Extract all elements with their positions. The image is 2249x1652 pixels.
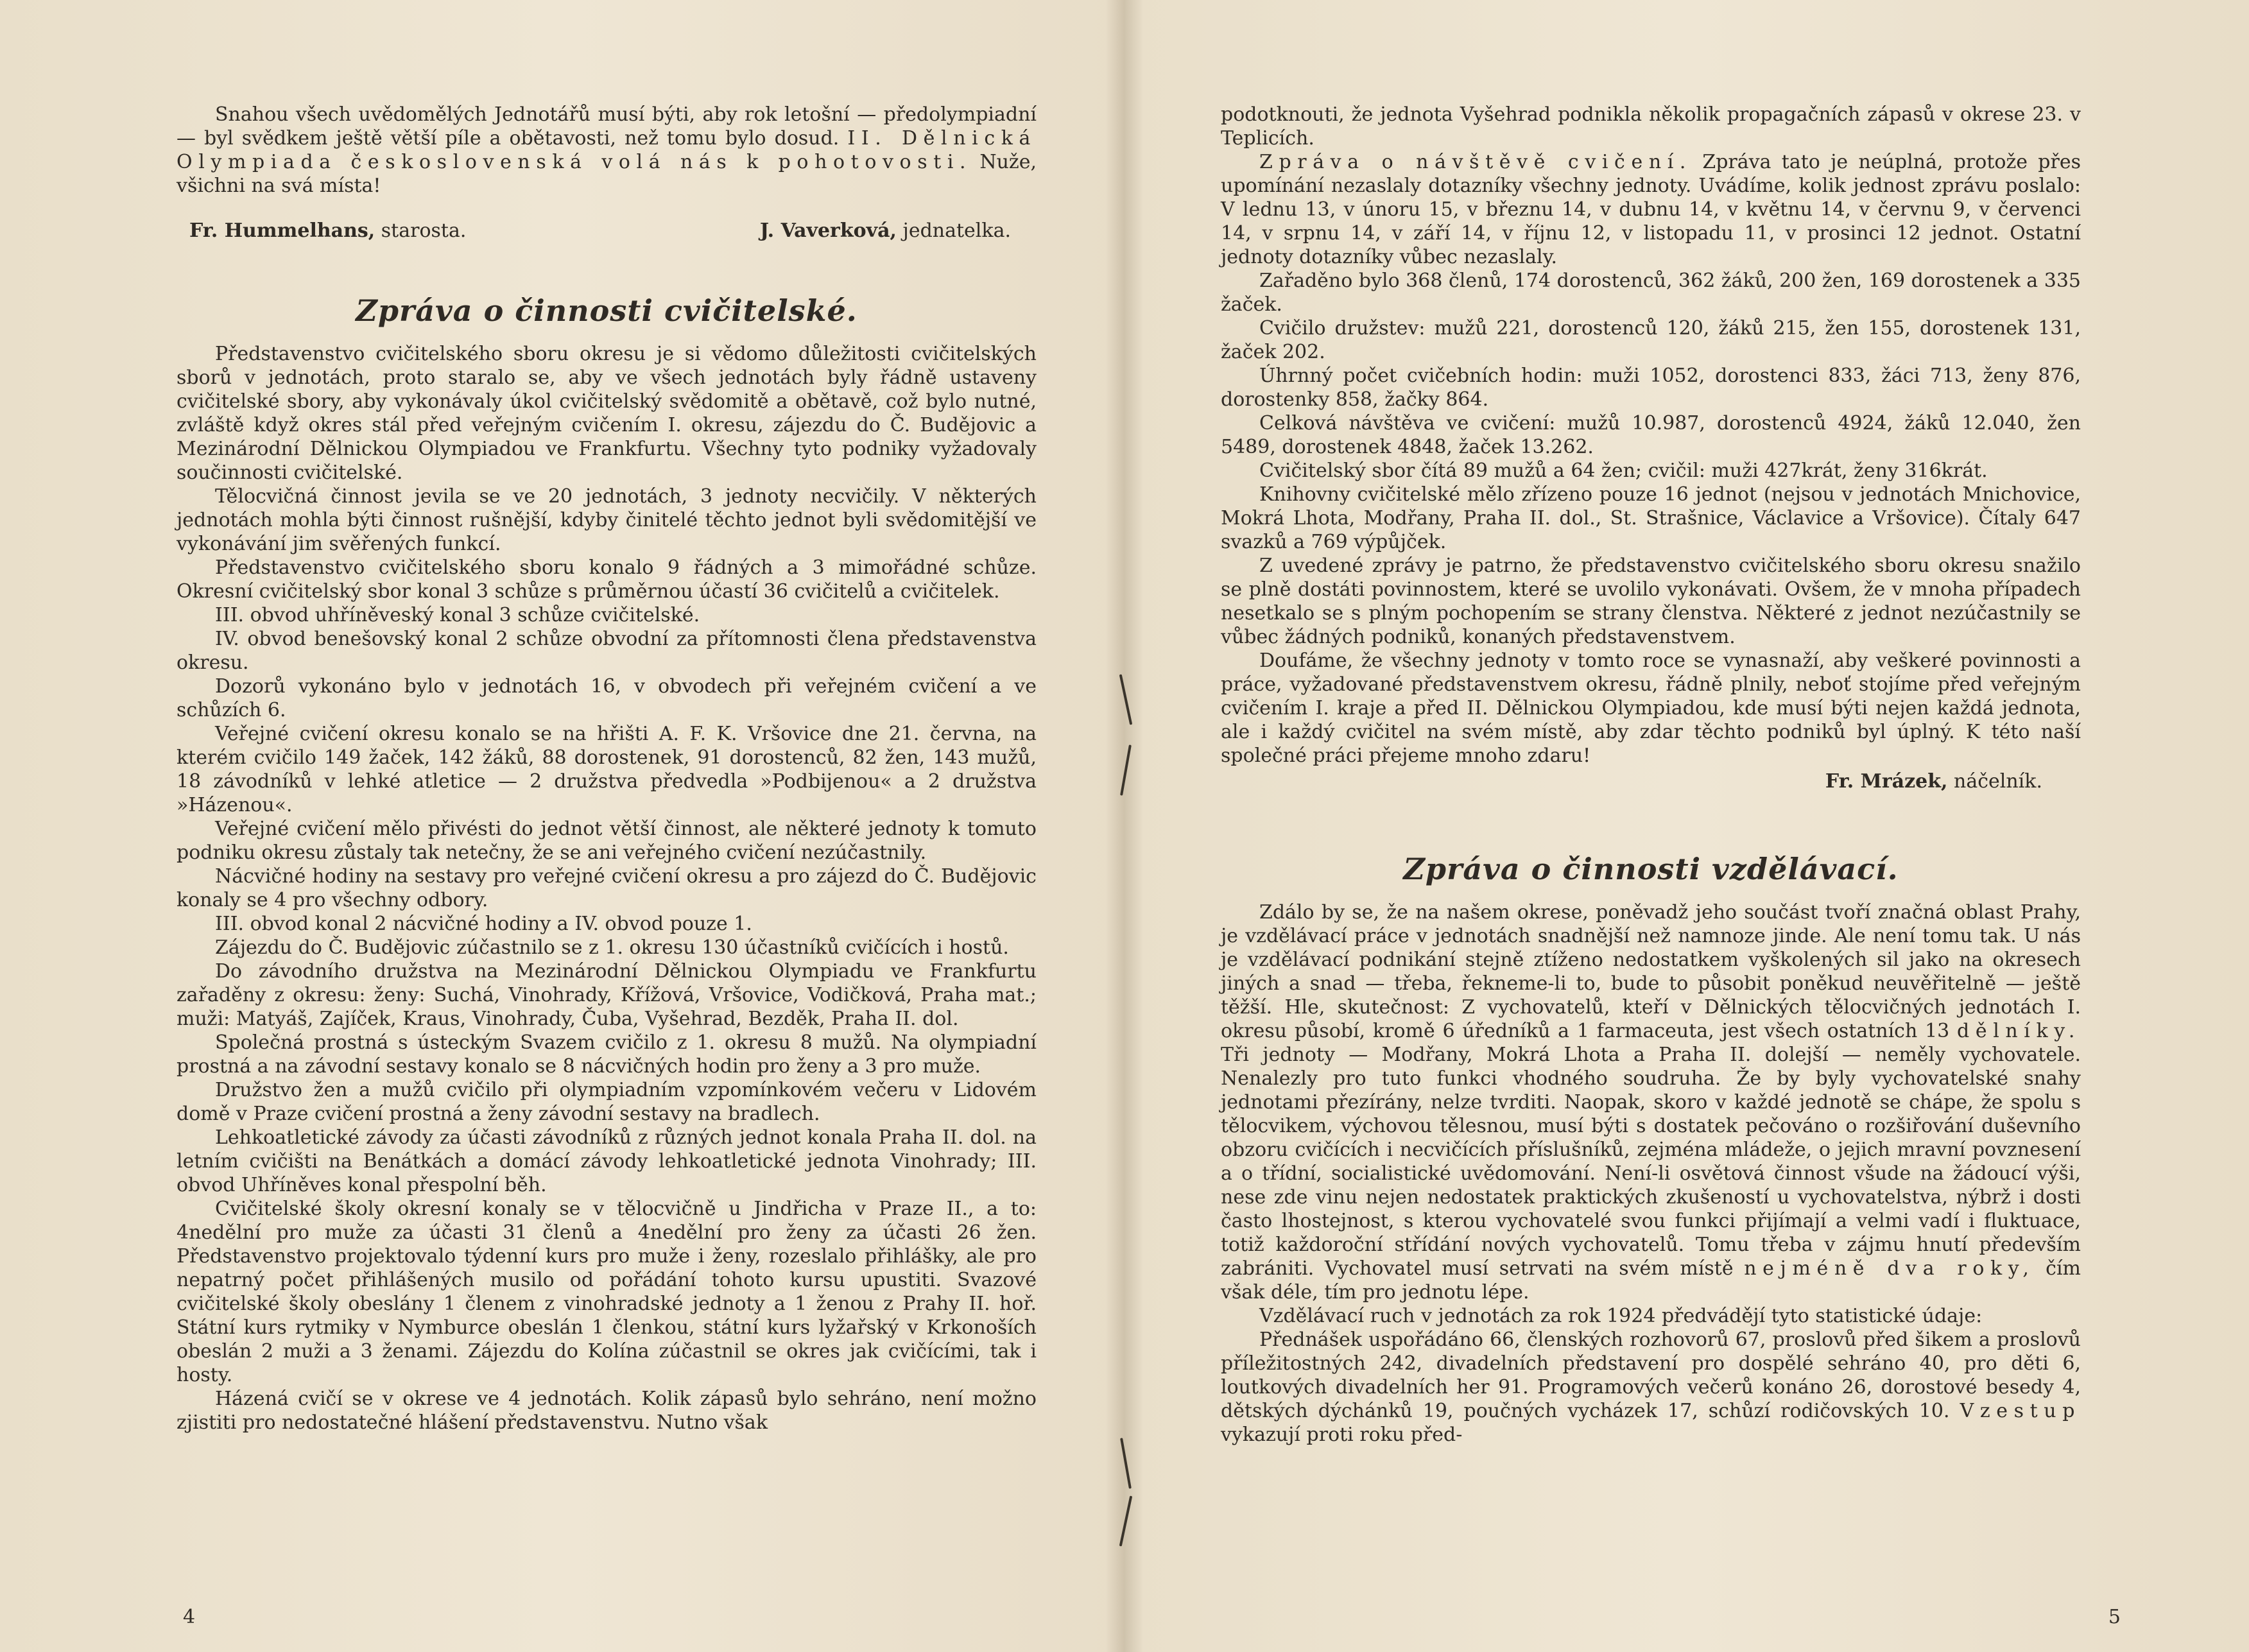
- spaced-vzestup: Vzestup: [1960, 1400, 2081, 1422]
- body-paragraph: Zařaděno bylo 368 členů, 174 dorostenců, 362 žáků, 200 žen, 169 dorostenek a 335 žaček.: [1221, 270, 2081, 316]
- signature-nacelnik: Fr. Mrázek, náčelník.: [1825, 770, 2042, 793]
- body-paragraph: Družstvo žen a mužů cvičilo při olympiadním vzpomínkovém večeru v Lidovém domě v Praze cvičení prostná a ženy závodní sestavy na bradlech.: [177, 1079, 1037, 1125]
- book-gutter: [1105, 0, 1144, 1652]
- body-paragraph: III. obvod uhříněveský konal 3 schůze cvičitelské.: [215, 604, 700, 626]
- body-paragraph: Celková návštěva ve cvičení: mužů 10.987, dorostenců 4924, žáků 12.040, žen 5489, dorostenek 4848, žaček 13.262.: [1221, 412, 2081, 458]
- section-heading-vzdelavaci: Zpráva o činnosti vzdělávací.: [1403, 852, 1899, 886]
- right-column: [1221, 103, 2081, 1447]
- vzdel-paragraph-1: Zdálo by se, že na našem okrese, poněvadž jeho součást tvoří značná oblast Prahy, je vzdělávací práce v jednotách snadnější než namnoze jinde. Ale není tomu tak. U nás je vzdělávací podnikání stejně ztíženo nedostatkem vyškolených sil jako na okresech jiných a snad — třeba, řekneme-li to, bude to působit poněkud neuvěřitelně — ještě těžší. Hle, skutečnost: Z vychovatelů, kteří v Dělnických tělocvičných jednotách I. okresu působí, kromě 6 úředníků a 1 farmaceuta, jest všech ostatních 13 dělníky. Tři jednoty — Modřany, Mokrá Lhota a Praha II. dolejší — neměly vychovatele. Nenalezly pro tuto funkci vhodného soudruha. Že by byly vychovatelské snahy jednotami přezírány, nelze tvrditi. Naopak, skoro v každé jednotě se chápe, že spolu s tělocvikem, výchovou tělesnou, musí býti s dostatek pečováno o rozšiřování duševního obzoru cvičících i necvičících příslušníků, zejména mládeže, o jejich mravní povznesení a o třídní, socialistické uvědomování. Není-li osvětová činnost všude na žádoucí výši, nese zde vinu nejen nedostatek praktických zkušeností u vychovatelstva, nýbrž i dosti často lhostejnost, s kterou vychovatelé svou funkci přijímají a velmi vadí i fluktuace, totiž každoroční střídání nových vychovatelů. Tomu třeba v zájmu hnutí především zabrániti. Vychovatel musí setrvati na svém místě nejméně dva roky, čím však déle, tím pro jednotu lépe.: [1221, 901, 2081, 1304]
- body-paragraph: Představenstvo cvičitelského sboru okresu je si vědomo důležitosti cvičitelských sborů v jednotách, proto staralo se, aby ve všech jednotách byly řádně ustaveny cvičitelské sbory, aby vykonávaly úkol cvičitelský svědomitě a obětavě, což bylo nutné, zvláště když okres stál před veřejným cvičením I. okresu, zájezdu do Č. Budějovic a Mezinárodní Dělnickou Olympiadou ve Frankfurtu. Všechny tyto podniky vyžadovaly součinnosti cvičitelské.: [177, 343, 1037, 484]
- left-column: [177, 103, 1037, 1434]
- body-paragraph: Cvičitelské školy okresní konaly se v tělocvičně u Jindřicha v Praze II., a to: 4nedělní pro muže za účasti 31 členů a 4nedělní pro ženy za účasti 26 žen. Představenstvo projektovalo týdenní kurs pro muže i ženy, rozeslalo přihlášky, ale pro nepatrný počet přihlášených musilo od pořádání tohoto kursu upustiti. Svazové cvičitelské školy obeslány 1 členem z vinohradské jednoty a 1 ženou z Prahy II. hoř. Státní kurs rytmiky v Nymburce obeslán 1 členkou, státní kurs lyžařský v Krkonoších obeslán 2 muži a 3 ženami. Zájezdu do Kolína zúčastnil se okres jak cvičícími, tak i hosty.: [177, 1198, 1037, 1386]
- body-paragraph: Dozorů vykonáno bylo v jednotách 16, v obvodech při veřejném cvičení a ve schůzích 6.: [177, 675, 1037, 721]
- body-paragraph: Házená cvičí se v okrese ve 4 jednotách. Kolik zápasů bylo sehráno, není možno zjistiti pro nedostatečné hlášení představenstvu. Nutno však: [177, 1388, 1037, 1434]
- continued-paragraph: podotknouti, že jednota Vyšehrad podnikla několik propagačních zápasů v okrese 23. v Teplicích.: [1221, 103, 2081, 150]
- vzdel-paragraph-2: Vzdělávací ruch v jednotách za rok 1924 předvádějí tyto statistické údaje:: [1259, 1305, 1983, 1327]
- body-paragraph: Zájezdu do Č. Budějovic zúčastnilo se z 1. okresu 130 účastníků cvičících i hostů.: [215, 936, 1009, 959]
- body-paragraph: Cvičitelský sbor čítá 89 mužů a 64 žen; cvičil: muži 427krát, ženy 316krát.: [1259, 460, 1988, 482]
- left-page: [0, 0, 1124, 1652]
- body-paragraph: Do závodního družstva na Mezinárodní Dělnickou Olympiadu ve Frankfurtu zařaděny z okresu: ženy: Suchá, Vinohrady, Křížová, Vršovice, Vodičková, Praha mat.; muži: Matyáš, Zajíček, Kraus, Vinohrady, Čuba, Vyšehrad, Bezděk, Praha II. dol.: [177, 960, 1037, 1030]
- page-number-right: 5: [2108, 1606, 2121, 1628]
- navsteva-paragraph: Zpráva o návštěvě cvičení. Zpráva tato je neúplná, protože přes upomínání nezaslaly dotazníky všechny jednoty. Uvádíme, kolik jednost zprávu poslalo: V lednu 13, v únoru 15, v březnu 14, v dubnu 14, v květnu 14, v červnu 9, v červenci 14, v srpnu 14, v září 14, v říjnu 12, v listopadu 11, v prosinci 12 jednot. Ostatní jednoty dotazníky vůbec nezaslaly.: [1221, 151, 2081, 268]
- body-paragraph: Cvičilo družstev: mužů 221, dorostenců 120, žáků 215, žen 155, dorostenek 131, žaček 202.: [1221, 317, 2081, 363]
- body-paragraph: Tělocvičná činnost jevila se ve 20 jednotách, 3 jednoty necvičily. V některých jednotách mohla býti činnost rušnější, kdyby činitelé těchto jednot byli svědomitější ve vykonávání jim svěřených funkcí.: [177, 485, 1037, 555]
- olympiada-call: II. Dělnická Olympiada československá volá nás k pohotovosti.: [177, 127, 1037, 173]
- intro-signatures: [177, 219, 1037, 242]
- body-paragraph: Představenstvo cvičitelského sboru konalo 9 řádných a 3 mimořádné schůze. Okresní cvičitelský sbor konal 3 schůze s průměrnou účastí 36 cvičitelů a cvičitelek.: [177, 556, 1037, 603]
- body-paragraph: Veřejné cvičení mělo přivésti do jednot větší činnost, ale některé jednoty k tomuto podniku okresu zůstaly tak netečny, že se ani veřejného cvičení nezúčastnily.: [177, 818, 1037, 864]
- body-paragraph: IV. obvod benešovský konal 2 schůze obvodní za přítomnosti člena představenstva okresu.: [177, 628, 1037, 674]
- body-paragraph: Úhrnný počet cvičebních hodin: muži 1052, dorostenci 833, žáci 713, ženy 876, dorostenky 858, žačky 864.: [1221, 365, 2081, 411]
- body-paragraph: Lehkoatletické závody za účasti závodníků z různých jednot konala Praha II. dol. na letním cvičišti na Benátkách a domácí závody lehkoatletické jednota Vinohrady; III. obvod Uhříněves konal přespolní běh.: [177, 1126, 1037, 1196]
- body-paragraph: Z uvedené zprávy je patrno, že představenstvo cvičitelského sboru okresu snažilo se plně dostáti povinnostem, které se uvolilo vykonávati. Ovšem, že v mnoha případech nesetkalo se s plným pochopením se strany členstva. Některé z jednot nezúčastnily se vůbec žádných podniků, konaných představenstvem.: [1221, 555, 2081, 648]
- right-page: [1124, 0, 2249, 1652]
- spaced-nejmene: nejméně dva roky,: [1744, 1257, 2035, 1280]
- section-heading-cvicitelske: Zpráva o činnosti cvičitelské.: [356, 293, 857, 328]
- signature-starosta: Fr. Hummelhans, starosta.: [189, 219, 467, 242]
- body-paragraph: Společná prostná s ústeckým Svazem cvičilo z 1. okresu 8 mužů. Na olympiadní prostná a na závodní sestavy konalo se 8 nácvičných hodin pro ženy a 3 pro muže.: [177, 1031, 1037, 1078]
- body-paragraph: Doufáme, že všechny jednoty v tomto roce se vynasnaží, aby veškeré povinnosti a práce, vyžadované představenstvem okresu, řádně plnily, neboť stojíme před veřejným cvičením I. kraje a před II. Dělnickou Olympiadou, kde musí býti nejen každá jednota, ale i každý cvičitel na svém místě, aby zdar těchto podniků byl úplný. K této naší společné práci přejeme mnoho zdaru!: [1221, 650, 2081, 767]
- body-paragraph: Nácvičné hodiny na sestavy pro veřejné cvičení okresu a pro zájezd do Č. Budějovic konaly se 4 pro všechny odbory.: [177, 865, 1037, 911]
- body-paragraph: Knihovny cvičitelské mělo zřízeno pouze 16 jednot (nejsou v jednotách Mnichovice, Mokrá Lhota, Modřany, Praha II. dol., St. Strašnice, Václavice a Vršovice). Čítaly 647 svazků a 769 výpůjček.: [1221, 483, 2081, 553]
- spaced-delniky: dělníky.: [1957, 1020, 2081, 1042]
- body-paragraph: Veřejné cvičení okresu konalo se na hřišti A. F. K. Vršovice dne 21. června, na kterém cvičilo 149 žaček, 142 žáků, 88 dorostenek, 91 dorostenců, 82 žen, 143 mužů, 18 závodníků v lehké atletice — 2 družstva předvedla »Podbijenou« a 2 družstva »Házenou«.: [177, 723, 1037, 816]
- vzdel-paragraph-3: Přednášek uspořádáno 66, členských rozhovorů 67, proslovů před šikem a proslovů příležitostných 242, divadelních představení pro dospělé sehráno 40, pro děti 6, loutkových divadelních her 91. Programových večerů konáno 26, dorostové besedy 4, dětských dýchánků 19, poučných vycházek 17, schůzí rodičovských 10. Vzestup vykazují proti roku před-: [1221, 1329, 2081, 1446]
- intro-paragraph: Snahou všech uvědomělých Jednotářů musí býti, aby rok letošní — předolympiadní — byl svědkem ještě větší píle a obětavosti, než tomu bylo dosud. II. Dělnická Olympiada československá volá nás k pohotovosti. Nuže, všichni na svá místa!: [177, 103, 1037, 197]
- body-paragraph: III. obvod konal 2 nácvičné hodiny a IV. obvod pouze 1.: [215, 913, 752, 935]
- page-number-left: 4: [183, 1606, 196, 1628]
- signature-jednatelka: J. Vaverková, jednatelka.: [759, 219, 1011, 242]
- navsteva-lead: Zpráva o návštěvě cvičení.: [1259, 151, 1693, 173]
